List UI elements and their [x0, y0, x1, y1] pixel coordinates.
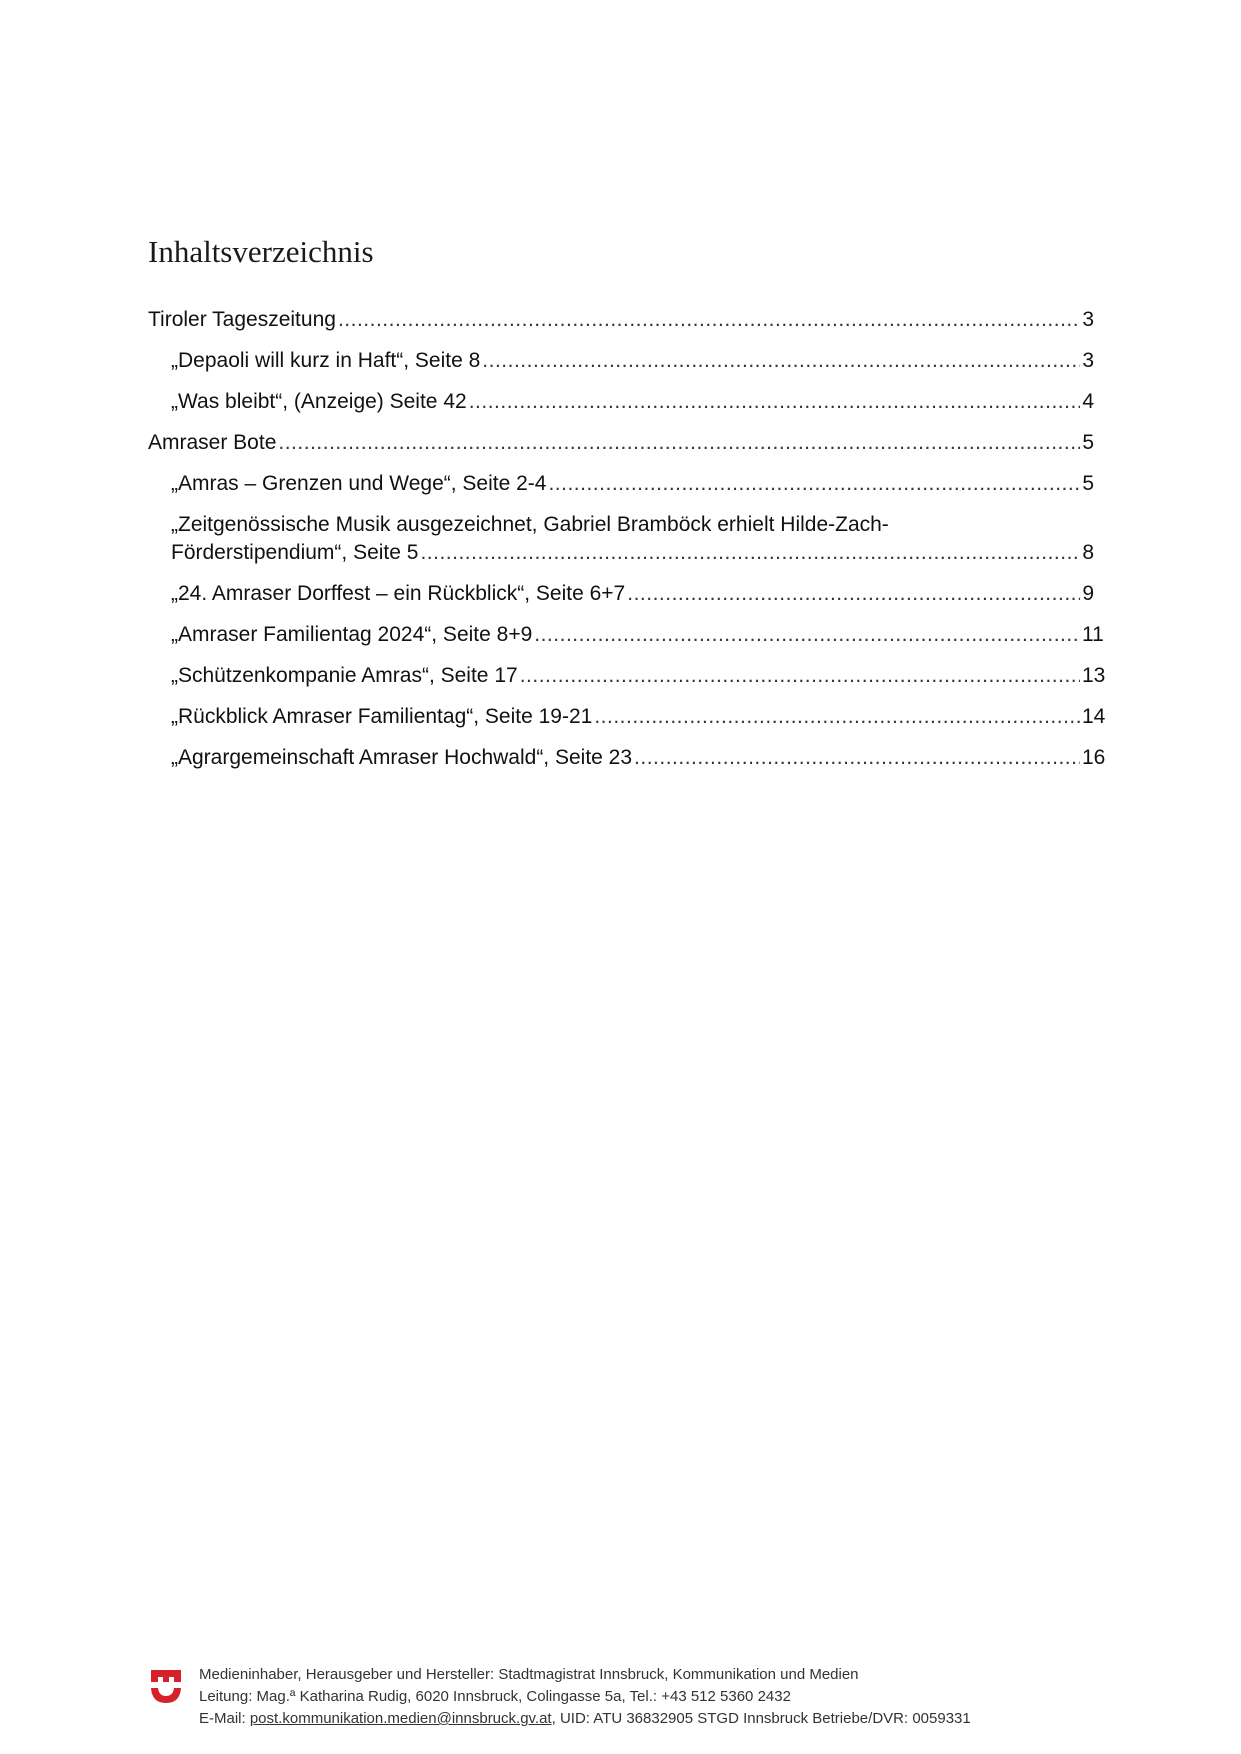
toc-entry-text: Amraser Bote [148, 431, 277, 454]
toc-entry-text: „Depaoli will kurz in Haft“, Seite 8 [171, 349, 481, 372]
footer-imprint [199, 1664, 971, 1730]
toc-entry-familientag-2024[interactable] [171, 621, 1104, 649]
toc-leader-dots [534, 621, 1080, 649]
toc-leader-dots [420, 539, 1080, 567]
toc-leader-dots [469, 388, 1080, 416]
toc-page-number: 4 [1082, 390, 1094, 413]
footer-line-3 [199, 1708, 971, 1730]
toc-leader-dots [627, 580, 1080, 608]
toc-entry-zeitgenoessische-musik[interactable] [171, 511, 1094, 567]
page-title: Inhaltsverzeichnis [148, 234, 374, 269]
toc-leader-dots [594, 703, 1080, 731]
table-of-contents [148, 306, 1106, 785]
footer-email-link[interactable]: post.kommunikation.medien@innsbruck.gv.at [249, 1710, 552, 1727]
toc-page-number: 11 [1082, 623, 1104, 646]
toc-entry-rueckblick-familientag[interactable] [171, 703, 1106, 731]
footer-line-2: Leitung: Mag.ª Katharina Rudig, 6020 Innsbruck, Colingasse 5a, Tel.: +43 512 5360 2432 [199, 1688, 791, 1705]
toc-leader-dots [278, 429, 1080, 457]
footer-uid: , UID: ATU 36832905 STGD Innsbruck Betriebe/DVR: 0059331 [551, 1710, 971, 1727]
toc-entry-text: „Agrargemeinschaft Amraser Hochwald“, Seite 23 [171, 746, 633, 769]
toc-entry-text: „Amras – Grenzen und Wege“, Seite 2-4 [171, 472, 547, 495]
toc-leader-dots [634, 744, 1080, 772]
toc-page-number: 3 [1082, 349, 1094, 372]
toc-entry-dorffest[interactable] [171, 580, 1094, 608]
toc-page-number: 5 [1082, 472, 1094, 495]
innsbruck-logo-icon [150, 1666, 182, 1704]
toc-entry-grenzen-und-wege[interactable] [171, 470, 1094, 498]
toc-page-number: 8 [1082, 541, 1094, 564]
toc-entry-tiroler-tageszeitung[interactable] [148, 306, 1094, 334]
toc-leader-dots [482, 347, 1080, 375]
toc-entry-text: „Schützenkompanie Amras“, Seite 17 [171, 664, 518, 687]
toc-entry-text: Förderstipendium“, Seite 5 [171, 541, 419, 564]
toc-entry-depaoli[interactable] [171, 347, 1094, 375]
toc-page-number: 5 [1082, 431, 1094, 454]
toc-page-number: 16 [1082, 746, 1106, 769]
toc-entry-text: „Rückblick Amraser Familientag“, Seite 19-21 [171, 705, 593, 728]
toc-entry-amraser-bote[interactable] [148, 429, 1094, 457]
toc-page-number: 9 [1082, 582, 1094, 605]
toc-page-number: 13 [1082, 664, 1106, 687]
toc-leader-dots [548, 470, 1080, 498]
toc-entry-text-line1: „Zeitgenössische Musik ausgezeichnet, Gabriel Bramböck erhielt Hilde-Zach- [171, 513, 889, 536]
toc-entry-text: „Was bleibt“, (Anzeige) Seite 42 [171, 390, 467, 413]
toc-leader-dots [338, 306, 1080, 334]
toc-page-number: 3 [1082, 308, 1094, 331]
toc-page-number: 14 [1082, 705, 1106, 728]
footer-email-label: E-Mail: [199, 1710, 250, 1727]
toc-entry-text: Tiroler Tageszeitung [148, 308, 336, 331]
toc-entry-text: „24. Amraser Dorffest – ein Rückblick“, Seite 6+7 [171, 582, 626, 605]
toc-leader-dots [520, 662, 1080, 690]
footer-line-1: Medieninhaber, Herausgeber und Hersteller: Stadtmagistrat Innsbruck, Kommunikation und Medien [199, 1666, 859, 1683]
toc-entry-text: „Amraser Familientag 2024“, Seite 8+9 [171, 623, 533, 646]
toc-entry-schuetzenkompanie[interactable] [171, 662, 1106, 690]
toc-entry-agrargemeinschaft[interactable] [171, 744, 1106, 772]
toc-entry-was-bleibt[interactable] [171, 388, 1094, 416]
